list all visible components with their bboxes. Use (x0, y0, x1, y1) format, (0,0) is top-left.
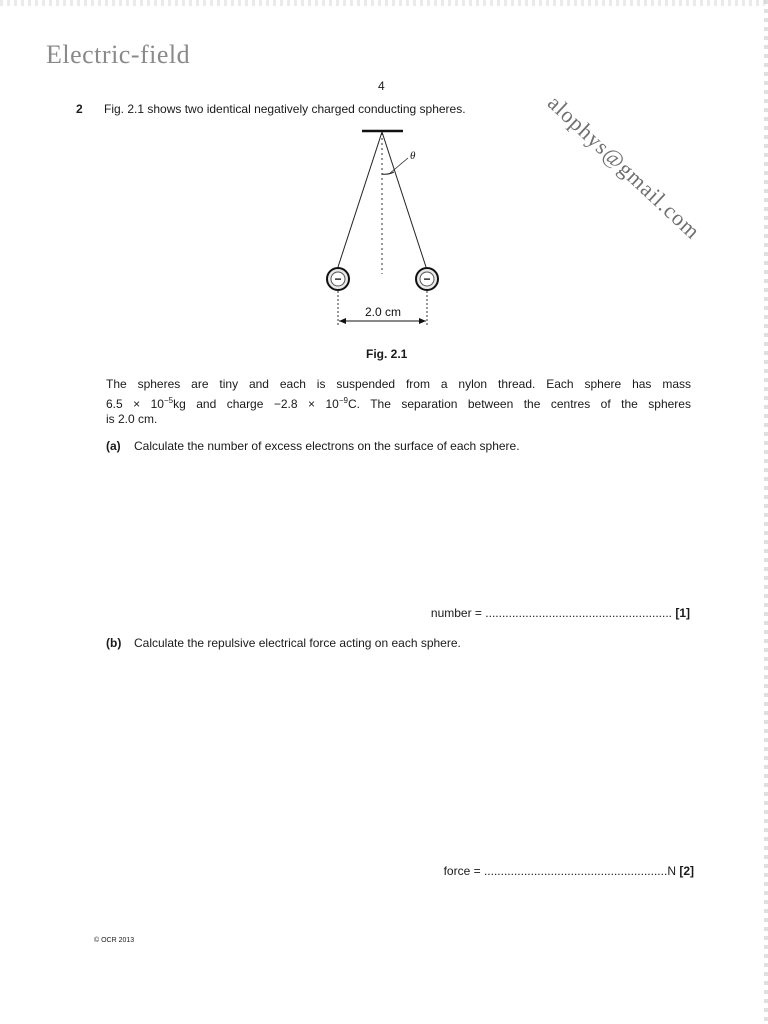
scan-edge-top (0, 0, 768, 6)
question-intro: Fig. 2.1 shows two identical negatively charged conducting spheres. (104, 102, 466, 116)
paragraph-line-1: The spheres are tiny and each is suspended from a nylon thread. Each sphere has mass (106, 377, 691, 391)
sphere-left-charge: − (334, 272, 342, 286)
part-a-text: Calculate the number of excess electrons on the surface of each sphere. (134, 439, 520, 453)
figure-2-1 (310, 128, 460, 338)
header-title: Electric-field (46, 40, 191, 69)
page-number: 4 (378, 79, 385, 93)
answer-line-number: number = ........................................................ [1] (430, 606, 690, 620)
question-paragraph (106, 377, 691, 428)
sphere-right-charge: − (423, 272, 431, 286)
part-b-label: (b) (106, 636, 122, 650)
angle-label: θ (410, 150, 416, 162)
angle-arc (382, 172, 394, 174)
thread-left (338, 132, 382, 267)
email-watermark: alophys@gmail.com (542, 90, 706, 245)
answer-line-force: force = .......................................................N [2] (443, 864, 694, 878)
paragraph-line-2: $6.5 \times 10^{-5}kg$ and charge $-2.8 \times 10^{-9}C$. The separation between the centres of the spheres (106, 395, 691, 411)
copyright-footer: © OCR 2013 (94, 937, 135, 944)
angle-pointer (389, 158, 408, 174)
separation-label: 2.0 cm (364, 305, 402, 319)
part-b-text: Calculate the repulsive electrical force acting on each sphere. (134, 636, 461, 650)
figure-caption: Fig. 2.1 (366, 347, 408, 361)
thread-right (382, 132, 426, 267)
scan-edge-right (764, 0, 768, 1024)
paragraph-line-3: is 2.0 cm. (106, 412, 158, 426)
question-number: 2 (76, 102, 83, 116)
part-a-label: (a) (106, 439, 121, 453)
